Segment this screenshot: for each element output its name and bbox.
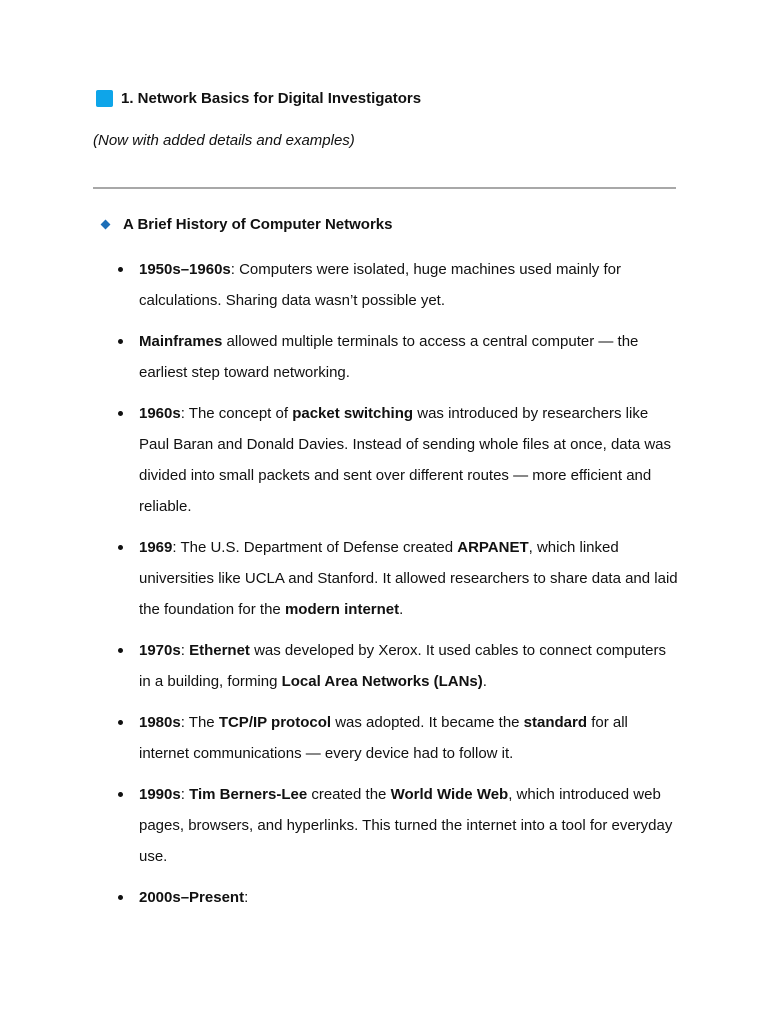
blue-square-icon bbox=[96, 90, 113, 107]
list-item bbox=[118, 882, 678, 913]
bullet-dot-icon bbox=[118, 720, 123, 725]
list-item bbox=[118, 398, 678, 522]
list-item-bold-text: Local Area Networks (LANs) bbox=[281, 673, 483, 690]
list-item bbox=[118, 254, 678, 316]
list-item-text: created the bbox=[307, 786, 391, 803]
list-item-bold-text: ARPANET bbox=[457, 539, 529, 556]
history-list bbox=[118, 254, 678, 923]
horizontal-divider bbox=[93, 187, 676, 189]
list-item-bold-text: Mainframes bbox=[139, 333, 223, 350]
list-item bbox=[118, 326, 678, 388]
list-item-bold-text: 1970s bbox=[139, 642, 181, 659]
list-item-text: was adopted. It became the bbox=[331, 714, 524, 731]
diamond-bullet-icon bbox=[101, 220, 111, 230]
bullet-dot-icon bbox=[118, 895, 123, 900]
list-item-text: for all internet communications — every device had to follow it. bbox=[139, 714, 628, 762]
list-item bbox=[118, 707, 678, 769]
list-item-bold-text: 2000s–Present bbox=[139, 889, 245, 906]
document-heading bbox=[96, 90, 421, 107]
list-item bbox=[118, 779, 678, 872]
list-item-text: , which introduced web pages, browsers, and hyperlinks. This turned the internet into a tool for everyday use. bbox=[139, 786, 673, 865]
list-item-text: : Computers were isolated, huge machines used mainly for calculations. Sharing data wasn’t possible yet. bbox=[139, 261, 621, 309]
list-item-bold-text: 1990s bbox=[139, 786, 181, 803]
list-item-text: : The bbox=[180, 714, 219, 731]
bullet-dot-icon bbox=[118, 545, 123, 550]
list-item-bold-text: Ethernet bbox=[189, 642, 250, 659]
list-item-text: . bbox=[482, 673, 487, 690]
list-item bbox=[118, 532, 678, 625]
list-item-text: . bbox=[399, 601, 404, 618]
bullet-dot-icon bbox=[118, 411, 123, 416]
list-item-text: , which linked universities like UCLA and Stanford. It allowed researchers to share data and laid the foundation for the bbox=[139, 539, 678, 618]
list-item-bold-text: World Wide Web bbox=[390, 786, 509, 803]
list-item-text: : bbox=[180, 642, 190, 659]
list-item-bold-text: modern internet bbox=[284, 601, 400, 618]
list-item-text: allowed multiple terminals to access a central computer — the earliest step toward networking. bbox=[139, 333, 639, 381]
list-item-bold-text: Tim Berners-Lee bbox=[189, 786, 308, 803]
list-item-text: : bbox=[180, 786, 190, 803]
list-item-text: : bbox=[244, 889, 249, 906]
document-subtitle: (Now with added details and examples) bbox=[93, 132, 355, 149]
list-item-bold-text: standard bbox=[523, 714, 588, 731]
list-item bbox=[118, 635, 678, 697]
bullet-dot-icon bbox=[118, 339, 123, 344]
list-item-bold-text: 1960s bbox=[139, 405, 181, 422]
list-item-text: was introduced by researchers like Paul Baran and Donald Davies. Instead of sending whole files at once, data was divided into small packets and sent over different routes — more efficient and reliable. bbox=[139, 405, 672, 515]
list-item-bold-text: TCP/IP protocol bbox=[218, 714, 332, 731]
section-title bbox=[100, 216, 392, 233]
list-item-bold-text: 1969 bbox=[139, 539, 173, 556]
heading-text: 1. Network Basics for Digital Investigators bbox=[121, 90, 422, 107]
bullet-dot-icon bbox=[118, 792, 123, 797]
bullet-dot-icon bbox=[118, 267, 123, 272]
list-item-bold-text: packet switching bbox=[292, 405, 414, 422]
list-item-bold-text: 1980s bbox=[139, 714, 181, 731]
list-item-bold-text: 1950s–1960s bbox=[139, 261, 231, 278]
list-item-text: was developed by Xerox. It used cables to connect computers in a building, forming bbox=[139, 642, 666, 690]
list-item-text: : The concept of bbox=[180, 405, 293, 422]
bullet-dot-icon bbox=[118, 648, 123, 653]
list-item-text: : The U.S. Department of Defense created bbox=[172, 539, 458, 556]
section-title-text: A Brief History of Computer Networks bbox=[123, 216, 393, 233]
